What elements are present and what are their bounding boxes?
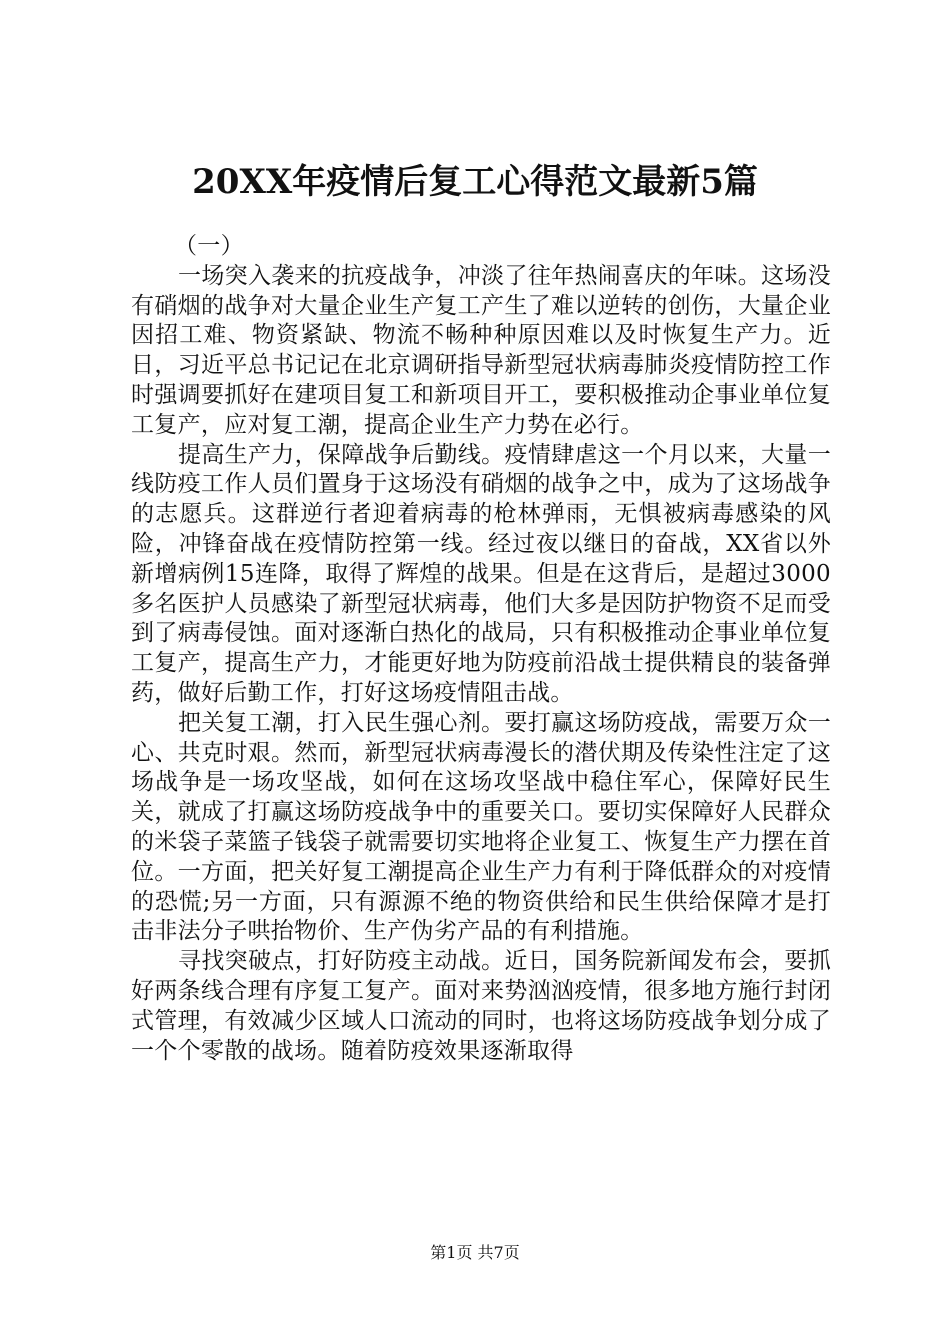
paragraph: 提高生产力，保障战争后勤线。疫情肆虐这一个月以来，大量一线防疫工作人员们置身于这场没有硝烟的战争之中，成为了这场战争的志愿兵。这群逆行者迎着病毒的枪林弹雨，无惧被病毒感染的风险，冲锋奋战在疫情防控第一线。经过夜以继日的奋战，XX省以外新增病例15连降，取得了辉煌的战果。但是在这背后，是超过3000多名医护人员感染了新型冠状病毒，他们大多是因防护物资不足而受到了病毒侵蚀。面对逐渐白热化的战局，只有积极推动企事业单位复工复产，提高生产力，才能更好地为防疫前沿战士提供精良的装备弹药，做好后勤工作，打好这场疫情阻击战。 xyxy=(131,441,831,706)
paragraph: 一场突入袭来的抗疫战争，冲淡了往年热闹喜庆的年味。这场没有硝烟的战争对大量企业生产复工产生了难以逆转的创伤，大量企业因招工难、物资紧缺、物流不畅种种原因难以及时恢复生产力。近日，习近平总书记记在北京调研指导新型冠状病毒肺炎疫情防控工作时强调要抓好在建项目复工和新项目开工，要积极推动企事业单位复工复产，应对复工潮，提高企业生产力势在必行。 xyxy=(131,262,831,438)
paragraph: 寻找突破点，打好防疫主动战。近日，国务院新闻发布会，要抓好两条线合理有序复工复产。面对来势汹汹疫情，很多地方施行封闭式管理，有效减少区域人口流动的同时，也将这场防疫战争划分成了一个个零散的战场。随着防疫效果逐渐取得 xyxy=(131,948,831,1064)
document-body xyxy=(131,232,831,1066)
page-title: 20XX年疫情后复工心得范文最新5篇 xyxy=(192,162,758,202)
page-footer: 第1页 共7页 xyxy=(430,1243,520,1262)
section-label: （一） xyxy=(174,233,244,259)
paragraph: 把关复工潮，打入民生强心剂。要打赢这场防疫战，需要万众一心、共克时艰。然而，新型冠状病毒漫长的潜伏期及传染性注定了这场战争是一场攻坚战，如何在这场攻坚战中稳住军心，保障好民生关，就成了打赢这场防疫战争中的重要关口。要切实保障好人民群众的米袋子菜篮子钱袋子就需要切实地将企业复工、恢复生产力摆在首位。一方面，把关好复工潮提高企业生产力有利于降低群众的对疫情的恐慌;另一方面，只有源源不绝的物资供给和民生供给保障才是打击非法分子哄抬物价、生产伪劣产品的有利措施。 xyxy=(131,709,831,945)
